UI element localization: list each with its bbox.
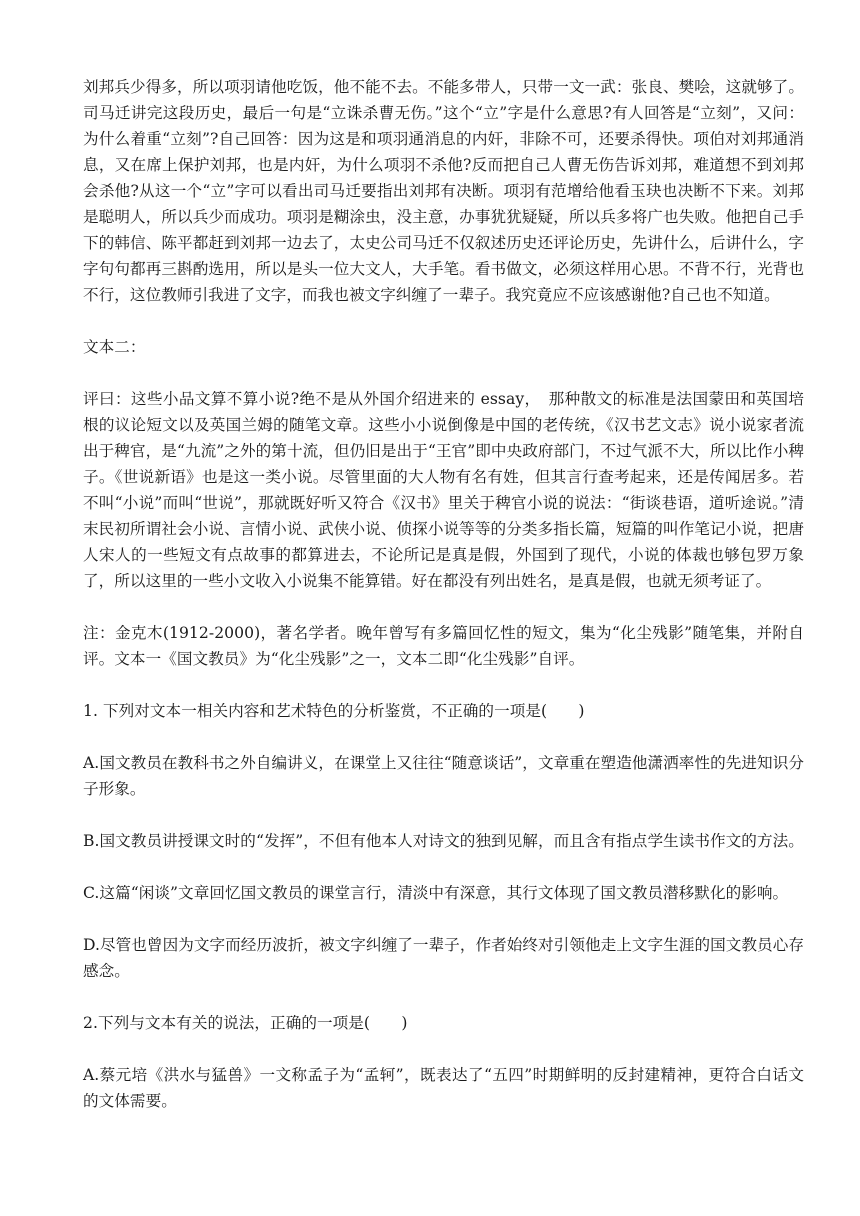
- question-2-stem: 2.下列与文本有关的说法，正确的一项是( ): [83, 1014, 408, 1032]
- text1-paragraph: 刘邦兵少得多，所以项羽请他吃饭，他不能不去。不能多带人，只带一文一武：张良、樊哙，这就够了。司马迁讲完这段历史，最后一句是“立诛杀曹无伤。”这个“立”字是什么意思?有人回答是“立刻”，又问：为什么着重“立刻”?自己回答：因为这是和项羽通消息的内奸，非除不可，还要杀得快。项伯对刘邦通消息，又在席上保护刘邦，也是内奸，为什么项羽不杀他?反而把自己人曹无伤告诉刘邦，难道想不到刘邦会杀他?从这一个“立”字可以看出司马迁要指出刘邦有决断。项羽有范增给他看玉玦也决断不下来。刘邦是聪明人，所以兵少而成功。项羽是糊涂虫，没主意，办事犹犹疑疑，所以兵多将广也失败。他把自己手下的韩信、陈平都赶到刘邦一边去了，太史公司马迁不仅叙述历史还评论历史，先讲什么，后讲什么，字字句句都再三斟酌选用，所以是头一位大文人，大手笔。看书做文，必须这样用心思。不背不行，光背也不行，这位教师引我进了文字，而我也被文字纠缠了一辈子。我究竟应不应该感谢他?自己也不知道。: [83, 78, 804, 304]
- spacer: [83, 1049, 804, 1062]
- question-1-stem: 1. 下列对文本一相关内容和艺术特色的分析鉴赏，不正确的一项是( ): [83, 702, 585, 720]
- spacer: [83, 815, 804, 828]
- author-note: 注：金克木(1912-2000)，著名学者。晚年曾写有多篇回忆性的短文，集为“化尘残影”随笔集，并附自评。文本一《国文教员》为“化尘残影”之一，文本二即“化尘残影”自评。: [83, 624, 804, 668]
- spacer: [83, 321, 804, 334]
- spacer: [83, 867, 804, 880]
- question-1-option-c: C.这篇“闲谈”文章回忆国文教员的课堂言行，清淡中有深意，其行文体现了国文教员潜移默化的影响。: [83, 884, 789, 902]
- question-2-option-a: A.蔡元培《洪水与猛兽》一文称孟子为“孟轲”，既表达了“五四”时期鲜明的反封建精神，更符合白话文的文体需要。: [83, 1066, 804, 1110]
- text2-paragraph: 评曰：这些小品文算不算小说?绝不是从外国介绍进来的 essay， 那种散文的标准是法国蒙田和英国培根的议论短文以及英国兰姆的随笔文章。这些小小说倒像是中国的老传统，《汉书艺文志》说小说家者流出于稗官，是“九流”之外的第十流，但仍旧是出于“王官”即中央政府部门，不过气派不大，所以比作小稗子。《世说新语》也是这一类小说。尽管里面的大人物有名有姓，但其言行查考起来，还是传闻居多。若不叫“小说”而叫“世说”，那就既好听又符合《汉书》里关于稗官小说的说法：“街谈巷语，道听途说。”清末民初所谓社会小说、言情小说、武侠小说、侦探小说等等的分类多指长篇，短篇的叫作笔记小说，把唐人宋人的一些短文有点故事的都算进去，不论所记是真是假，外国到了现代，小说的体裁也够包罗万象了，所以这里的一些小文收入小说集不能算错。好在都没有列出姓名，是真是假，也就无须考证了。: [83, 390, 804, 590]
- spacer: [83, 737, 804, 750]
- question-1-option-d: D.尽管也曾因为文字而经历波折，被文字纠缠了一辈子，作者始终对引领他走上文字生涯的国文教员心存感念。: [83, 936, 804, 980]
- spacer: [83, 685, 804, 698]
- question-1-option-b: B.国文教员讲授课文时的“发挥”，不但有他本人对诗文的独到见解，而且含有指点学生读书作文的方法。: [83, 832, 804, 850]
- spacer: [83, 607, 804, 620]
- text2-heading: 文本二：: [83, 338, 146, 356]
- question-1-option-a: A.国文教员在教科书之外自编讲义，在课堂上又往往“随意谈话”，文章重在塑造他潇洒率性的先进知识分子形象。: [83, 754, 804, 798]
- spacer: [83, 997, 804, 1010]
- spacer: [83, 919, 804, 932]
- spacer: [83, 373, 804, 386]
